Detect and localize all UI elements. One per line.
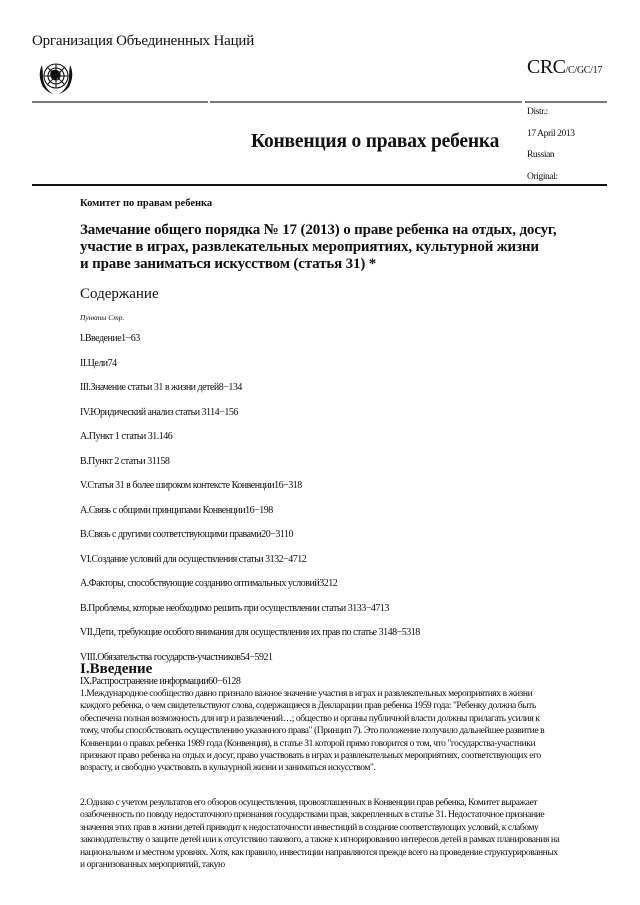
toc-column-header: Пункты Стр. — [80, 313, 125, 322]
toc-item[interactable]: A.Факторы, способствующие созданию оптимальных условий3212 — [80, 578, 338, 589]
toc-item[interactable]: IX.Распространение информации60−6128 — [80, 676, 241, 687]
title-line: Замечание общего порядка № 17 (2013) о праве ребенка на отдых, досуг, — [80, 222, 557, 238]
toc-item[interactable]: IV.Юридический анализ статьи 3114−156 — [80, 406, 238, 418]
toc-item[interactable]: VI.Создание условий для осуществления статьи 3132−4712 — [80, 553, 307, 565]
document-date: 17 April 2013 — [527, 129, 575, 139]
paragraph-1: 1.Международное сообщество давно признало важное значение участия в играх и развлекательных мероприятиях в жизни каждого ребенка, о чем свидетельствуют слова, содержащиеся в Декларации прав ребенка 1959 года: "Ребенку должна быть обеспечена полная возможность для игр и развлечений…; общество и органы публичной власти должны прилагать усилия к тому, чтобы способствовать осуществлению указанного права" (Принцип 7). Это положение получило дальнейшее развитие в Конвенции о правах ребенка 1989 года (Конвенция), в статье 31 которой прямо говорится о том, что "государства-участники признают право ребенка на отдых и досуг, право участвовать в играх и развлекательных мероприятиях, соответствующих его возрасту, и свободно участвовать в культурной жизни и заниматься искусством". — [80, 688, 545, 774]
toc-item[interactable]: I.Введение1−63 — [80, 333, 140, 344]
symbol-suffix: /C/GC/17 — [565, 65, 603, 76]
document-language: Russian — [527, 150, 555, 160]
toc-item[interactable]: A.Пункт 1 статьи 31.146 — [80, 431, 173, 442]
toc-item[interactable]: B.Пункт 2 статьи 31158 — [80, 455, 170, 467]
toc-item[interactable]: III.Значение статьи 31 в жизни детей8−134 — [80, 382, 242, 393]
original-language-label: Original: — [527, 172, 558, 182]
paragraph-2: 2.Однако с учетом результатов его обзоров осуществления, провозглашенных в Конвенции прав ребенка, Комитет выражает озабоченность по поводу недостаточного признания государствами прав, закрепленных в статье 31. Недостаточное признание значения этих прав в жизни детей приводит к недостаточности инвестиций в создание соответствующих условий, к слабому законодательству о защите детей или к отсутствию такового, а также к игнорированию интересов детей в рамках планирования на национальном и местном уровнях. Хотя, как правило, инвестиции направляются прежде всего на проведение структурированных и организованных мероприятий, такую — [80, 797, 560, 871]
contents-heading: Содержание — [80, 286, 159, 302]
title-line: участие в играх, развлекательных мероприятиях, культурной жизни — [80, 239, 539, 255]
toc-item[interactable]: VII.Дети, требующие особого внимания для осуществления их прав по статье 3148−5318 — [80, 627, 420, 638]
toc-item[interactable]: B.Проблемы, которые необходимо решить при осуществлении статьи 3133−4713 — [80, 602, 389, 614]
header-rule-middle — [210, 101, 522, 103]
document-symbol — [527, 56, 602, 79]
distribution-label: Distr.: — [527, 107, 548, 117]
document-title — [80, 222, 560, 273]
header-bottom-rule — [32, 184, 607, 186]
organization-name: Организация Объединенных Наций — [32, 33, 255, 49]
header-rule-right — [525, 101, 607, 103]
toc-item[interactable]: VIII.Обязательства государств-участников54−5921 — [80, 651, 273, 663]
toc-item[interactable]: A.Связь с общими принципами Конвенции16−198 — [80, 504, 273, 516]
toc-item[interactable]: B.Связь с другими соответствующими правами20−3110 — [80, 529, 293, 540]
section-heading-introduction: I.Введение — [80, 661, 153, 677]
table-of-contents — [80, 333, 560, 701]
toc-item[interactable]: II.Цели74 — [80, 357, 117, 369]
symbol-main: CRC — [527, 56, 566, 78]
title-line: и праве заниматься искусством (статья 31) * — [80, 256, 377, 272]
header-rule-left — [32, 101, 208, 103]
committee-name: Комитет по правам ребенка — [80, 198, 213, 209]
convention-title: Конвенция о правах ребенка — [251, 131, 500, 152]
toc-item[interactable]: V.Статья 31 в более широком контексте Конвенции16−318 — [80, 480, 302, 491]
un-emblem-icon — [32, 57, 80, 97]
